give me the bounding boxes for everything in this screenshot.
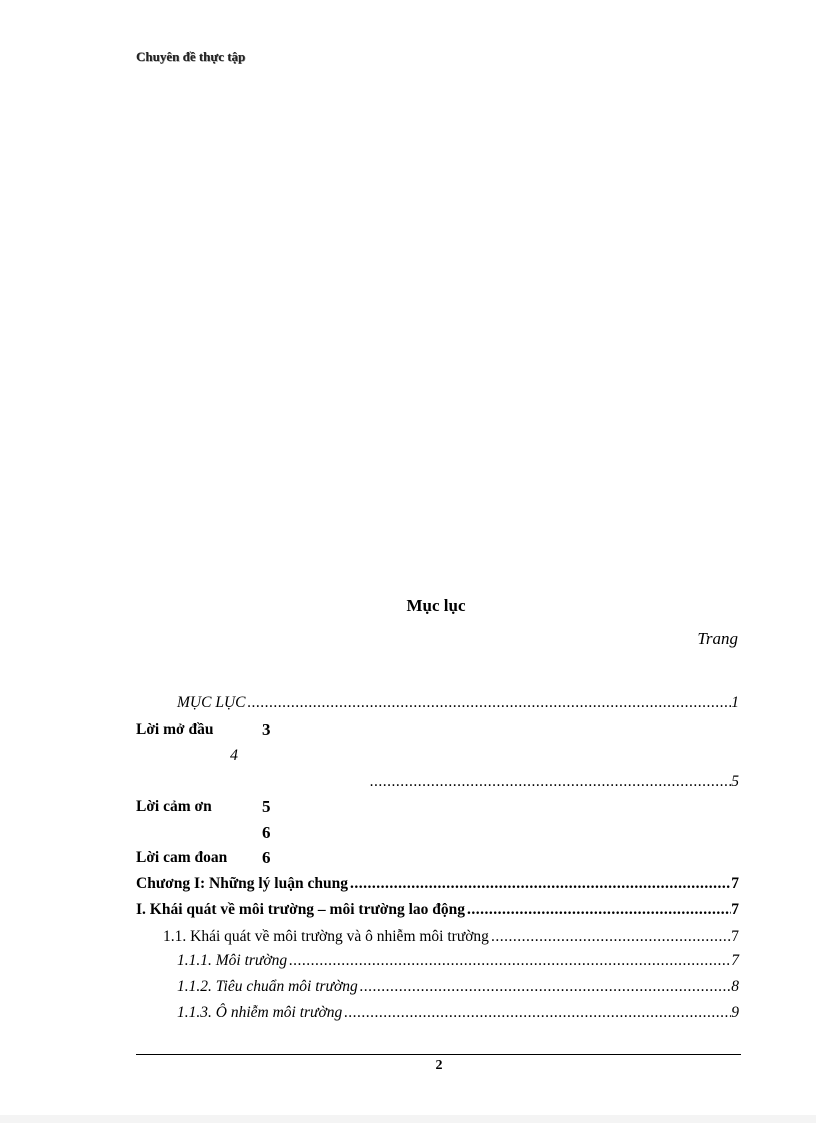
toc-entry-page: 5 xyxy=(262,797,271,816)
running-header: Chuyên đề thực tập xyxy=(136,49,246,64)
toc-entry-page: 6 xyxy=(262,848,271,867)
toc-leader-dots xyxy=(342,1002,731,1024)
toc-entry-loi-cam-on[interactable]: Lời cảm ơn xyxy=(136,798,212,815)
toc-entry-label: I. Khái quát về môi trường – môi trường lao động xyxy=(136,901,465,918)
toc-entry-muc-1-1-3[interactable] xyxy=(177,1002,739,1024)
toc-leader-dots xyxy=(368,771,731,793)
toc-leader-dots xyxy=(358,976,731,998)
footer-divider xyxy=(136,1054,741,1055)
toc-entry-label: 1.1.1. Môi trường xyxy=(177,952,288,969)
toc-entry-page: 7 xyxy=(731,952,739,969)
toc-entry-muc-1-1-2[interactable] xyxy=(177,976,739,998)
toc-leader-dots xyxy=(465,899,731,921)
toc-entry-page: 1 xyxy=(731,694,739,711)
toc-title: Mục lục xyxy=(406,596,466,615)
toc-entry-label: 1.1. Khái quát về môi trường và ô nhiễm môi trường xyxy=(163,928,489,945)
toc-leader-dots xyxy=(348,873,731,895)
toc-leader-dots xyxy=(489,926,731,948)
toc-entry-muc-luc[interactable] xyxy=(177,692,739,714)
toc-entry-label: MỤC LỤC xyxy=(177,694,246,711)
toc-entry-muc-1-1[interactable] xyxy=(163,926,739,948)
footer-page-number: 2 xyxy=(435,1058,443,1073)
toc-entry-loi-cam-doan[interactable]: Lời cam đoan xyxy=(136,849,228,866)
toc-entry-label: 1.1.3. Ô nhiễm môi trường xyxy=(177,1004,343,1021)
toc-entry-page: 9 xyxy=(731,1004,739,1021)
toc-orphan-page: 4 xyxy=(230,747,238,764)
toc-entry-page: 5 xyxy=(731,773,739,790)
toc-entry-label: Chương I: Những lý luận chung xyxy=(136,875,348,892)
toc-entry-muc-I[interactable] xyxy=(136,899,739,921)
toc-leader-dots xyxy=(245,692,731,714)
toc-entry-page: 3 xyxy=(262,720,271,739)
toc-entry-muc-1-1-1[interactable] xyxy=(177,950,739,972)
toc-entry-page: 7 xyxy=(731,928,739,945)
toc-entry-page: 8 xyxy=(731,978,739,995)
toc-entry-loi-mo-dau[interactable]: Lời mở đầu xyxy=(136,721,214,738)
toc-entry-chuong-1[interactable] xyxy=(136,873,739,895)
toc-entry-page: 7 xyxy=(731,875,739,892)
toc-orphan-page: 6 xyxy=(262,823,271,842)
toc-leader-dots xyxy=(287,950,731,972)
toc-entry-label: 1.1.2. Tiêu chuẩn môi trường xyxy=(177,978,358,995)
toc-entry-page: 7 xyxy=(731,901,739,918)
toc-page-heading: Trang xyxy=(697,629,738,648)
toc-entry-orphan-5[interactable] xyxy=(368,771,739,793)
